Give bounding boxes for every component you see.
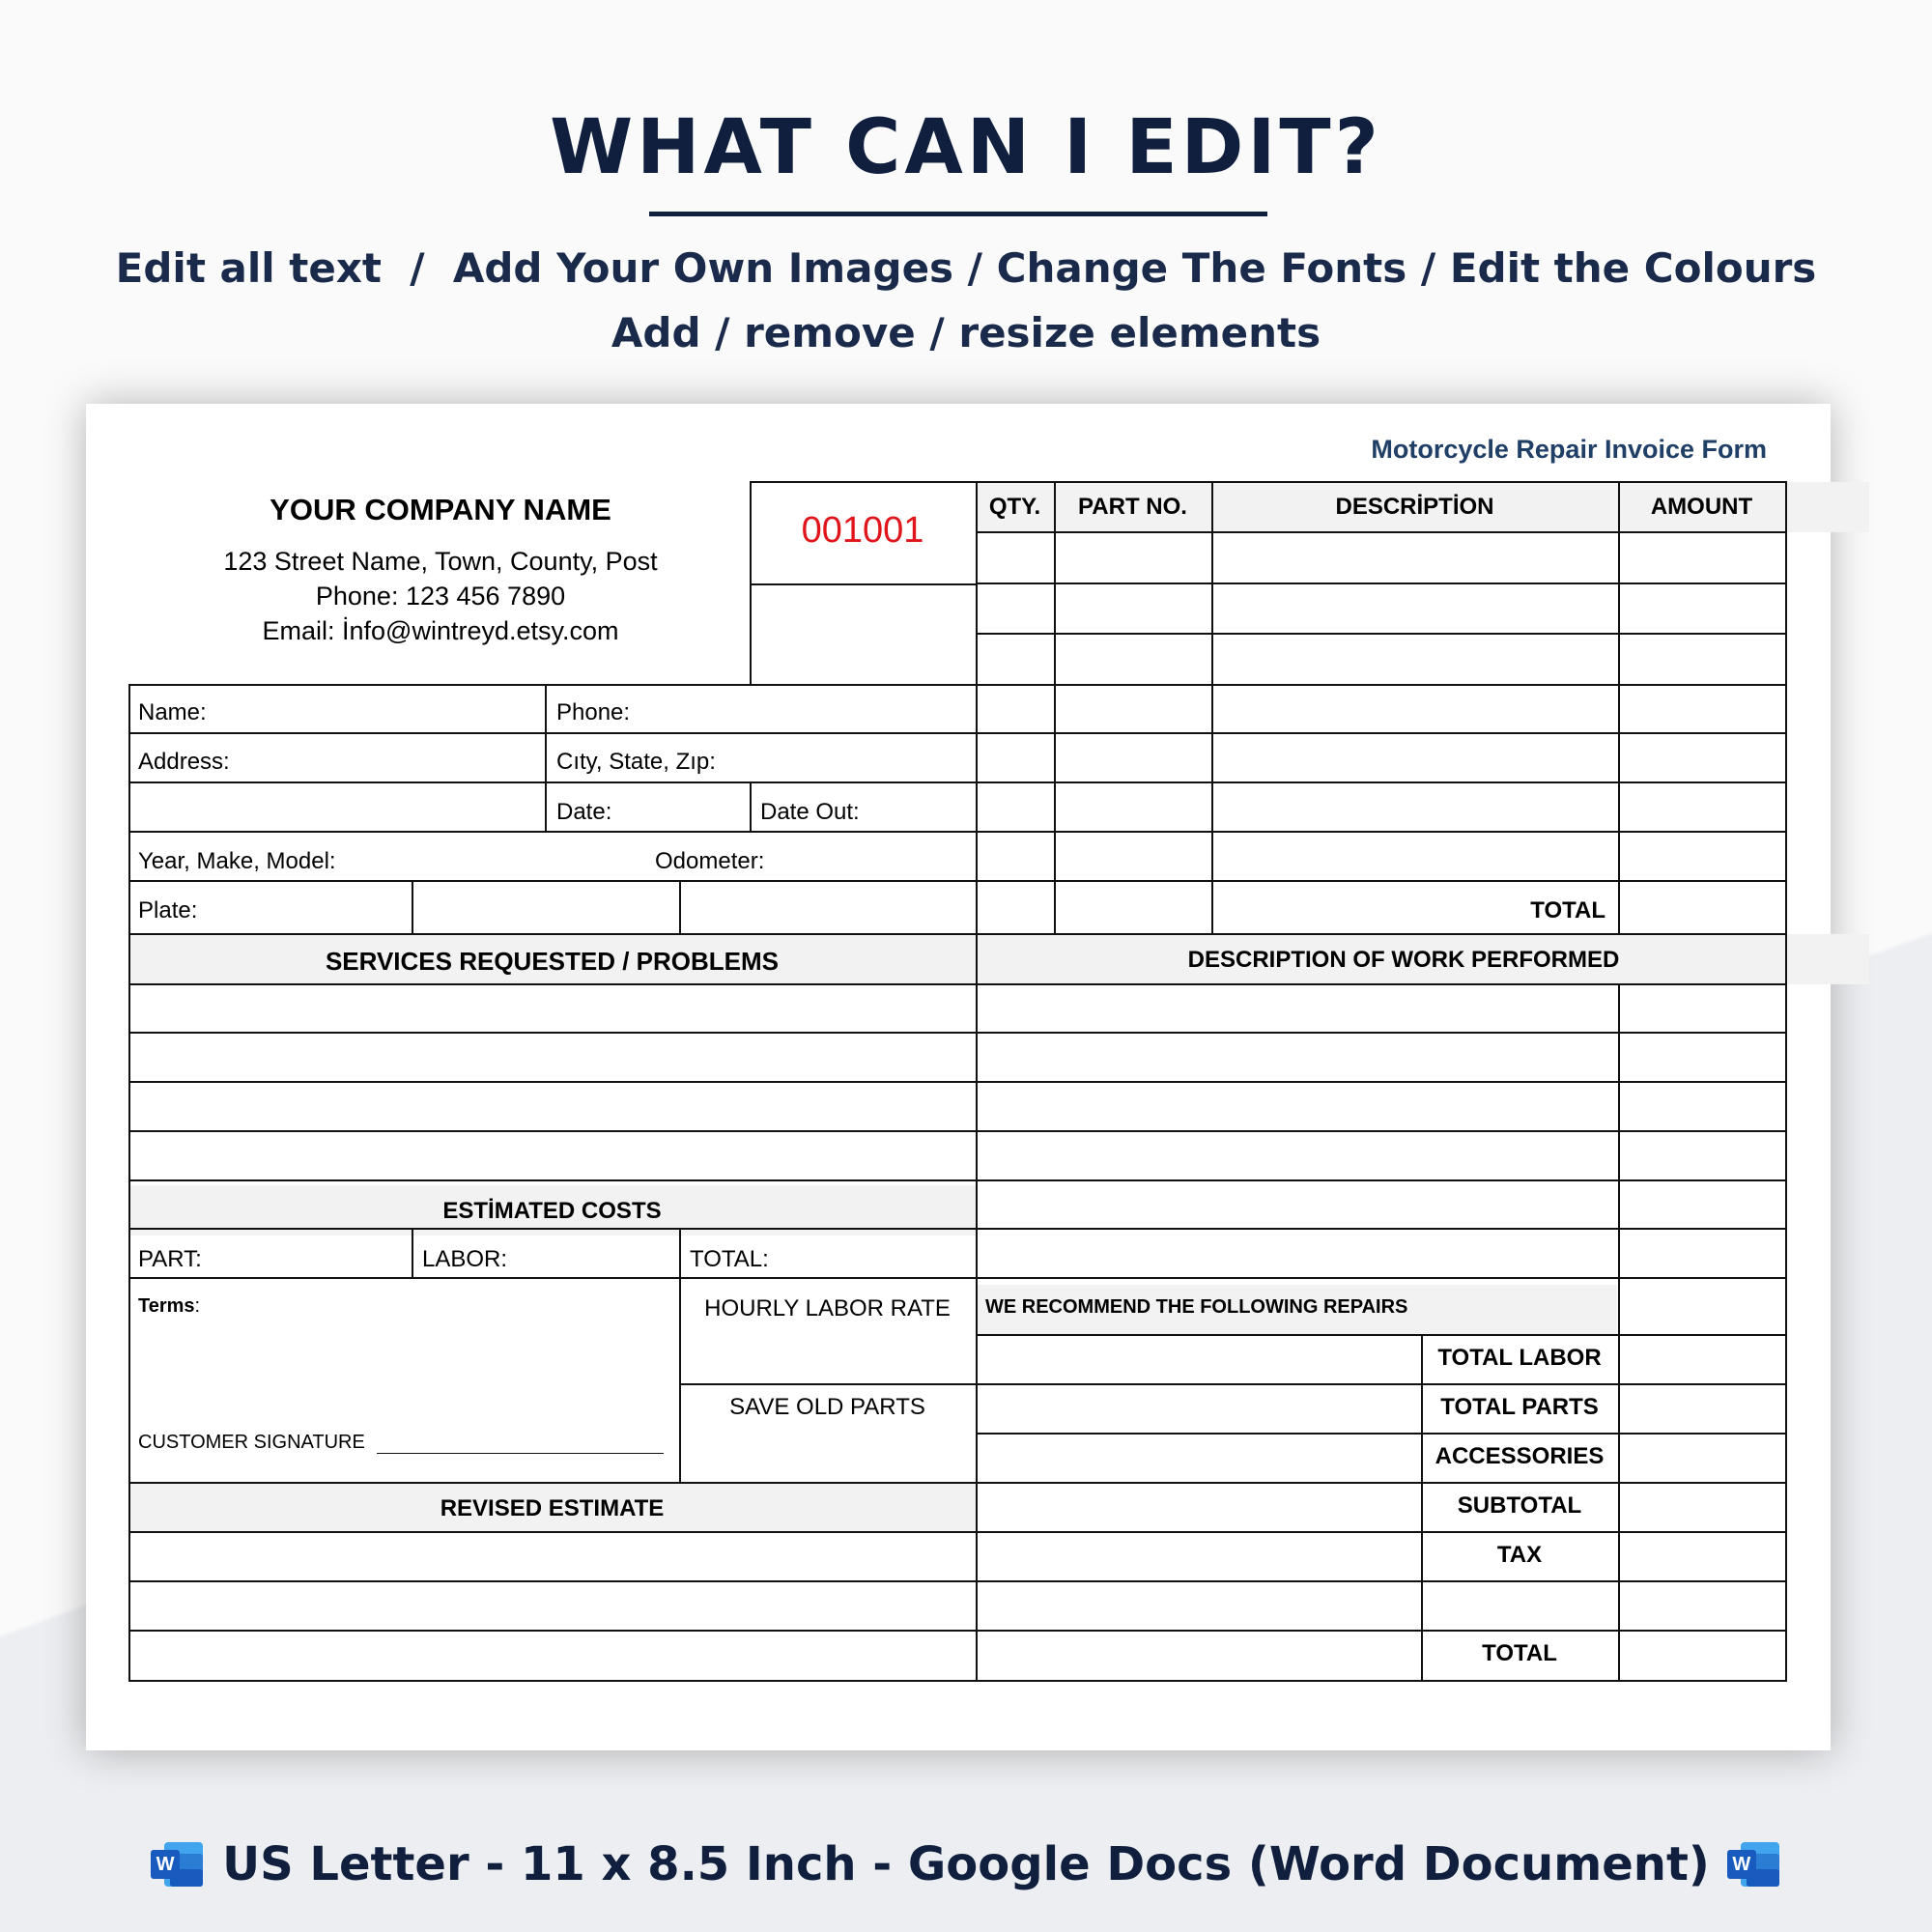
- grid-line: [976, 582, 1785, 584]
- address-field[interactable]: Address:: [138, 749, 230, 775]
- customer-signature-label: CUSTOMER SIGNATURE: [138, 1432, 365, 1453]
- grid-line: [128, 933, 1787, 935]
- grid-line: [128, 1531, 1787, 1533]
- city-state-zip-field[interactable]: Cıty, State, Zıp:: [556, 749, 716, 775]
- grid-line: [128, 684, 130, 1682]
- grid-line: [412, 1228, 413, 1278]
- summary-accessories: ACCESSORIES: [1435, 1443, 1605, 1469]
- name-field[interactable]: Name:: [138, 699, 207, 725]
- grid-line: [128, 1680, 1787, 1682]
- grid-line: [128, 1179, 1787, 1181]
- company-address[interactable]: 123 Street Name, Town, County, Post: [223, 547, 658, 576]
- work-header: DESCRIPTION OF WORK PERFORMED: [1187, 947, 1620, 973]
- est-part-field[interactable]: PART:: [138, 1246, 202, 1272]
- header-description: DESCRİPTİON: [1335, 494, 1494, 520]
- grid-line: [128, 1482, 1787, 1484]
- headline-underline: [649, 212, 1267, 216]
- grid-line: [679, 1383, 976, 1385]
- grid-line: [750, 781, 752, 832]
- grid-line: [1618, 481, 1620, 935]
- summary-subtotal: SUBTOTAL: [1457, 1492, 1582, 1519]
- company-name[interactable]: YOUR COMPANY NAME: [270, 493, 611, 526]
- date-field[interactable]: Date:: [556, 799, 612, 825]
- grid-line: [128, 1580, 1787, 1582]
- grid-line: [128, 880, 1787, 882]
- grid-line: [750, 481, 1787, 483]
- summary-tax: TAX: [1496, 1542, 1543, 1568]
- company-phone[interactable]: Phone: 123 456 7890: [315, 582, 566, 611]
- company-email[interactable]: Email: İnfo@wintreyd.etsy.com: [262, 616, 619, 645]
- grid-line: [545, 684, 547, 833]
- headline: WHAT CAN I EDIT?: [550, 104, 1382, 191]
- summary-total-labor: TOTAL LABOR: [1437, 1345, 1602, 1371]
- summary-total-parts: TOTAL PARTS: [1440, 1394, 1599, 1420]
- grid-line: [976, 633, 1785, 635]
- invoice-number[interactable]: 001001: [801, 510, 924, 551]
- grid-line: [976, 1433, 1785, 1435]
- grid-line: [1054, 481, 1056, 935]
- subheadline-element-options: Add / remove / resize elements: [611, 309, 1321, 356]
- date-out-field[interactable]: Date Out:: [760, 799, 860, 825]
- grid-line: [128, 1228, 1787, 1230]
- grid-line: [128, 1130, 1787, 1132]
- revised-estimate-header: REVISED ESTIMATE: [440, 1495, 665, 1521]
- grid-line: [128, 1277, 1787, 1279]
- grid-line: [128, 732, 1787, 734]
- odometer-field[interactable]: Odometer:: [655, 848, 765, 874]
- est-total-field[interactable]: TOTAL:: [690, 1246, 769, 1272]
- grid-line: [1618, 983, 1620, 1682]
- parts-total-label: TOTAL: [1530, 897, 1605, 923]
- header-part-no: PART NO.: [1078, 494, 1187, 520]
- plate-field[interactable]: Plate:: [138, 897, 198, 923]
- grid-line: [128, 1630, 1787, 1632]
- word-icon: W: [1727, 1840, 1781, 1889]
- header-qty: QTY.: [988, 494, 1041, 520]
- grid-line: [976, 1383, 1785, 1385]
- grid-line: [679, 880, 681, 935]
- grid-line: [128, 1081, 1787, 1083]
- subheadline-edit-options: Edit all text / Add Your Own Images / Change The Fonts / Edit the Colours: [115, 244, 1817, 292]
- summary-total: TOTAL: [1482, 1640, 1557, 1666]
- footer-format-text: US Letter - 11 x 8.5 Inch - Google Docs (Word Document): [222, 1837, 1710, 1891]
- grid-line: [750, 481, 752, 686]
- grid-line: [1785, 481, 1787, 1682]
- grid-line: [976, 531, 1785, 533]
- grid-line: [128, 983, 1787, 985]
- estimated-costs-header: ESTİMATED COSTS: [442, 1198, 662, 1224]
- grid-line: [1211, 481, 1213, 935]
- invoice-sheet: [86, 404, 1831, 1750]
- grid-line: [128, 831, 1787, 833]
- word-icon: W: [151, 1840, 205, 1889]
- vehicle-field[interactable]: Year, Make, Model:: [138, 848, 336, 874]
- grid-line: [976, 1334, 1785, 1336]
- save-old-parts: SAVE OLD PARTS: [729, 1394, 925, 1420]
- est-labor-field[interactable]: LABOR:: [422, 1246, 508, 1272]
- grid-line: [128, 684, 1787, 686]
- form-title: Motorcycle Repair Invoice Form: [1371, 435, 1767, 464]
- grid-line: [412, 880, 413, 935]
- terms-label: Terms:: [138, 1295, 201, 1317]
- footer: [0, 1831, 1932, 1898]
- services-header: SERVICES REQUESTED / PROBLEMS: [325, 947, 780, 976]
- recommend-repairs-header: WE RECOMMEND THE FOLLOWING REPAIRS: [985, 1296, 1408, 1318]
- grid-line: [128, 781, 1787, 783]
- grid-line: [750, 583, 976, 585]
- hourly-labor-rate: HOURLY LABOR RATE: [704, 1295, 951, 1321]
- grid-line: [679, 1228, 681, 1483]
- signature-line[interactable]: [377, 1453, 664, 1454]
- grid-line: [976, 481, 978, 1682]
- header-amount: AMOUNT: [1650, 494, 1753, 520]
- grid-line: [128, 1032, 1787, 1034]
- phone-field[interactable]: Phone:: [556, 699, 631, 725]
